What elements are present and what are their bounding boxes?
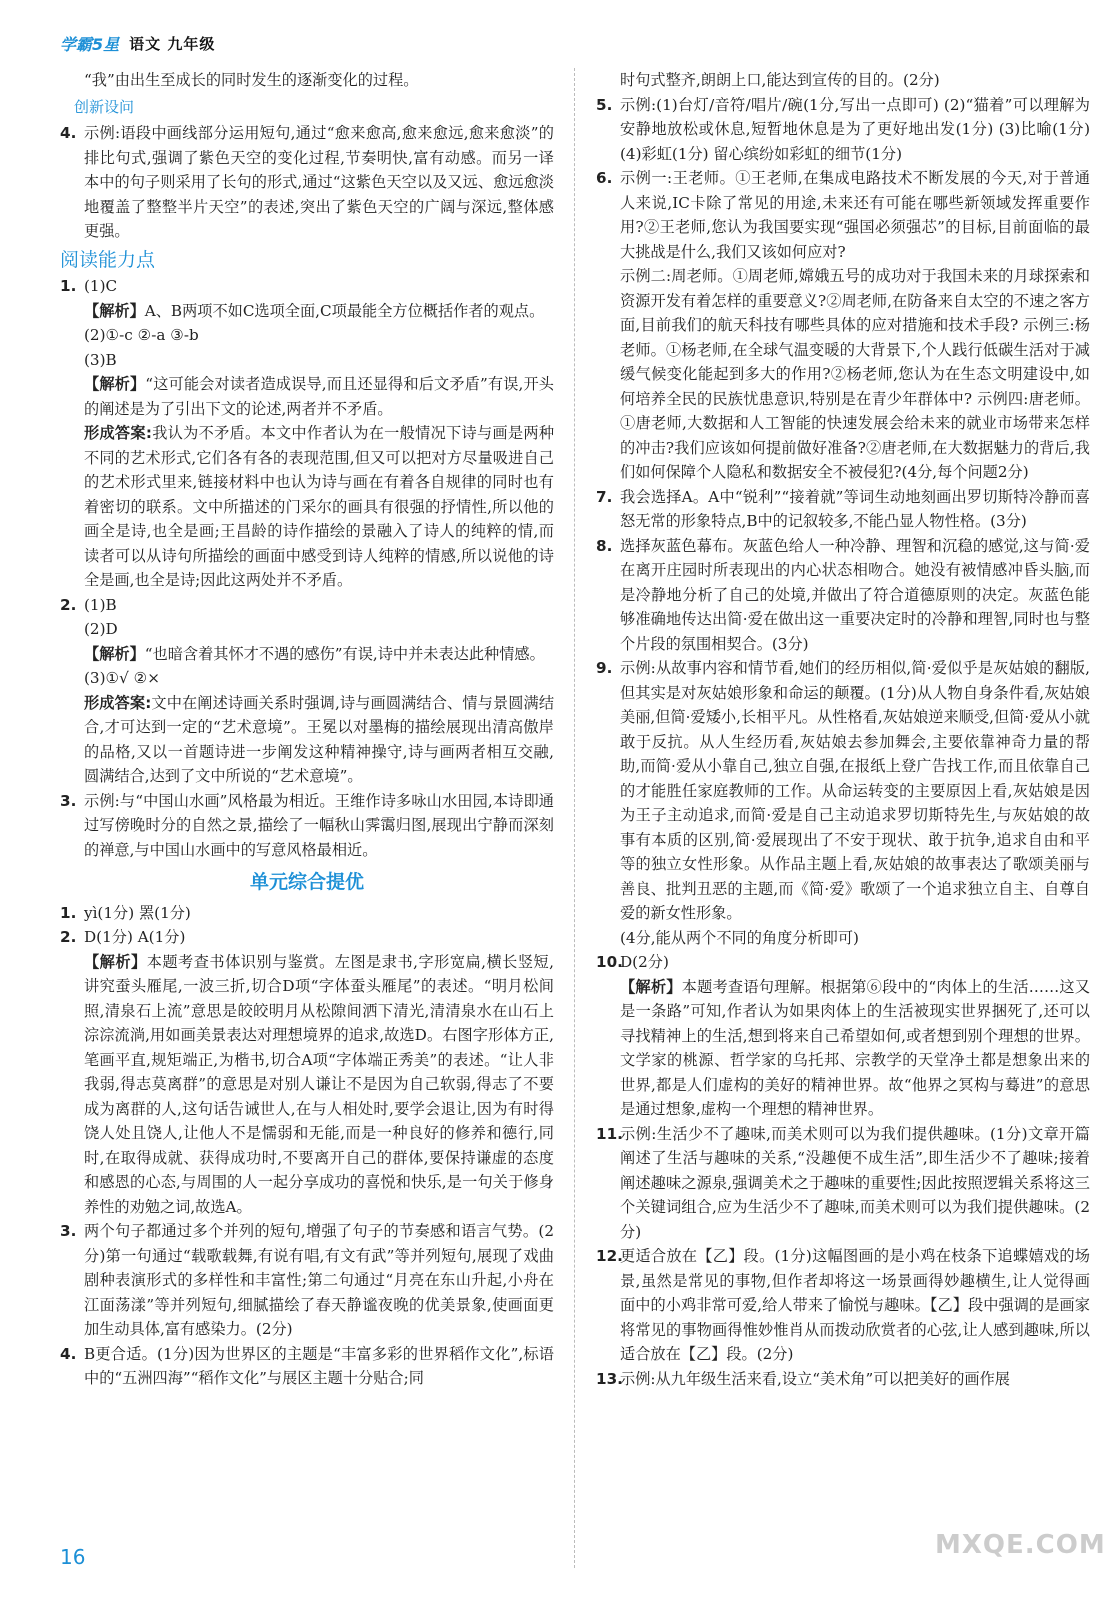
answer-u13: 13. 示例:从九年级生活来看,设立“美术角”可以把美好的画作展 bbox=[596, 1369, 1010, 1388]
answer-u10: 10. D(2分) 【解析】本题考查语句理解。根据第⑥段中的“肉体上的生活……这又是一条路”可知,作者认为如果肉体上的生活被现实世界捆死了,还可以寻找精神上的生活,想到将来自己希望如何,或者想到别个理想的世界。文学家的桃源、哲学家的乌托邦、宗教学的天堂净土都是想象出来的世界,都是人们虚构的美好的精神世界。故“他界之冥构与蓦进”的意思是通过想象,虚构一个理想的精神世界。 bbox=[596, 953, 1091, 1118]
section-unit: 单元综合提优 bbox=[249, 871, 364, 893]
answer-u12: 12. 更适合放在【乙】段。(1分)这幅图画的是小鸡在枝条下追蝶嬉戏的场景,虽然是常见的事物,但作者却将这一场景画得妙趣横生,让人觉得画面中的小鸡非常可爱,给人带来了愉悦与趣味。【乙】段中强调的是画家将常见的事物画得惟妙惟肖从而拨动欣赏者的心弦,让人感到趣味,所以适合放在【乙】段。(2分) bbox=[596, 1247, 1090, 1363]
answer-r2: 2. (1)B (2)D 【解析】“也暗含着其怀才不遇的感伤”有误,诗中并未表达此种情感。 (3)①√ ②× 形成答案:文中在阐述诗画关系时强调,诗与画圆满结合、情与景圆满结合,才可达到一定的“艺术意境”。王冕以对墨梅的描绘展现出清高傲岸的品格,又以一首题诗进一步阐发这种精神操守,诗与画两者相互交融,圆满结合,达到了文中所说的“艺术意境”。 bbox=[60, 595, 555, 785]
answer-u2: 2. D(1分) A(1分) 【解析】本题考查书体识别与鉴赏。左图是隶书,字形宽扁,横长竖短,讲究蚕头雁尾,一波三折,切合D项“字体蚕头雁尾”的表述。“明月松间照,清泉石上流”意思是皎皎明月从松隙间洒下清光,清清泉水在山石上淙淙流淌,用如画美景表达对理想境界的追求,故选D。右图字形体方正,笔画平直,规矩端正,为楷书,切合A项“字体端正秀美”的表述。“让人非我弱,得志莫离群”的意思是对别人谦让不是因为自己软弱,得志了不要成为离群的人,这句话告诫世人,在与人相处时,要学会退让,因为有时得饶人处且饶人,让他人不是懦弱和无能,而是一种良好的修养和德行,同时,在取得成就、获得成功时,不要离开自己的群体,要保持谦虚的态度和感恩的心态,与周围的人一起分享成功的喜悦和快乐,是一句关于修身养性的劝勉之词,故选A。 bbox=[60, 928, 555, 1216]
brand-logo: 学霸5星 bbox=[60, 34, 120, 54]
answer-u6: 6. 示例一:王老师。①王老师,在集成电路技术不断发展的今天,对于普通人来说,IC卡除了常见的用途,未来还有可能在哪些新领域发挥重要作用?②王老师,您认为我国要实现“强国必须强芯”的目标,目前面临的最大挑战是什么,我们又该如何应对? 示例二:周老师。①周老师,嫦娥五号的成功对于我国未来的月球探索和资源开发有着怎样的重要意义?②周老师,在防备来自太空的不速之客方面,目前我们的航天科技有哪些具体的应对措施和技术手段? 示例三:杨老师。①杨老师,在全球气温变暖的大背景下,个人践行低碳生活对于减缓气候变化能起到多大的作用?②杨老师,您认为在生态文明建设中,如何培养全民的民族忧患意识,特别是在青少年群体中? 示例四:唐老师。①唐老师,大数据和人工智能的快速发展会给未来的就业市场带来怎样的冲击?我们应该如何提前做好准备?②唐老师,在大数据魅力的背后,我们如何保障个人隐私和数据安全不被侵犯?(4分,每个问题2分) bbox=[596, 169, 1090, 481]
left-column bbox=[60, 68, 554, 1391]
answer-u4: 4. B更合适。(1分)因为世界区的主题是“丰富多彩的世界稻作文化”,标语中的“五洲四海”“稻作文化”与展区主题十分贴合;同 bbox=[60, 1344, 554, 1387]
page-number: 16 bbox=[60, 1545, 86, 1569]
answer-u9: 9. 示例:从故事内容和情节看,她们的经历相似,简·爱似乎是灰姑娘的翻版,但其实是对灰姑娘形象和命运的颠覆。(1分)从人物自身条件看,灰姑娘美丽,但简·爱矮小,长相平凡。从性格看,灰姑娘逆来顺受,但简·爱从小就敢于反抗。从人生经历看,灰姑娘去参加舞会,主要依靠神奇力量的帮助,而简·爱从小靠自己,独立自强,在报纸上登广告找工作,而且依靠自己的才能胜任家庭教师的工作。从命运转变的主要原因上看,灰姑娘是因为王子主动追求,而简·爱是自己主动追求罗切斯特先生,与灰姑娘的故事有本质的区别,简·爱展现出了不安于现状、敢于抗争,追求自由和平等的独立女性形象。从作品主题上看,灰姑娘的故事表达了歌颂美丽与善良、批判丑恶的主题,而《简·爱》歌颂了一个追求独立自主、自尊自爱的新女性形象。 (4分,能从两个不同的角度分析即可) bbox=[596, 659, 1090, 947]
answer-u11: 11. 示例:生活少不了趣味,而美术则可以为我们提供趣味。(1分)文章开篇阐述了生活与趣味的关系,“没趣便不成生活”,即生活少不了趣味;接着阐述趣味之源泉,强调美术之于趣味的重要性;因此按照逻辑关系将这三个关键词组合,应为生活少不了趣味,而美术则可以为我们提供趣味。(2分) bbox=[596, 1124, 1090, 1241]
answer-u1: 1. yì(1分) 罴(1分) bbox=[60, 903, 191, 922]
section-reading: 阅读能力点 bbox=[60, 248, 156, 271]
column-divider bbox=[574, 68, 575, 1568]
answer-u8: 8. 选择灰蓝色幕布。灰蓝色给人一种冷静、理智和沉稳的感觉,这与简·爱在离开庄园时所表现出的内心状态相吻合。她没有被情感冲昏头脑,而是冷静地分析了自己的处境,并做出了符合道德原则的决定。灰蓝色能够准确地传达出简·爱在做出这一重要决定时的冷静和理智,同时也与整个片段的氛围相契合。(3分) bbox=[596, 536, 1090, 653]
subject-grade: 语文 九年级 bbox=[129, 34, 216, 53]
intro-line: “我”由出生至成长的同时发生的逐渐变化的过程。 bbox=[84, 71, 419, 89]
answer-r1: 1. (1)C 【解析】A、B两项不如C选项全面,C项最能全方位概括作者的观点。 (2)①-c ②-a ③-b (3)B 【解析】“这可能会对读者造成误导,而且还显得和后文矛盾”有误,开头的阐述是为了引出下文的论述,两者并不矛盾。 形成答案:我认为不矛盾。本文中作者认为在一般情况下诗与画是两种不同的艺术形式,它们各有各的表现范围,但又可以把对方尽量吸进自己的艺术形式里来,链接材料中也认为诗与画在有着各自规律的同时也有着密切的联系。文中所描述的门采尔的画具有很强的抒情性,所以他的画全是诗,也全是画;王昌龄的诗作描绘的景融入了诗人的纯粹的情,而读者可以从诗句所描绘的画面中感受到诗人纯粹的情感,所以说他的诗全是画,也全是诗;因此这两处并不矛盾。 bbox=[60, 277, 555, 589]
answer-u5: 5. 示例:(1)台灯/音符/唱片/碗(1分,写出一点即可) (2)“猫着”可以理解为安静地放松或休息,短暂地休息是为了更好地出发(1分) (3)比喻(1分) (4)彩虹(1分) 留心缤纷如彩虹的细节(1分) bbox=[596, 95, 1090, 163]
answer-4: 4. 示例:语段中画线部分运用短句,通过“愈来愈高,愈来愈远,愈来愈淡”的排比句式,强调了紫色天空的变化过程,节奏明快,富有动感。而另一译本中的句子则采用了长句的形式,通过“这紫色天空以及又远、愈远愈淡地覆盖了整整半片天空”的表述,突出了紫色天空的广阔与深远,整体感更强。 bbox=[60, 124, 554, 240]
page-header bbox=[60, 30, 215, 56]
answer-u7: 7. 我会选择A。A中“锐利”“接着就”等词生动地刻画出罗切斯特冷静而喜怒无常的形象特点,B中的记叙较多,不能凸显人物性格。(3分) bbox=[596, 487, 1090, 530]
right-column bbox=[596, 68, 1090, 1391]
continued-line: 时句式整齐,朗朗上口,能达到宣传的目的。(2分) bbox=[620, 71, 940, 89]
answer-r3: 3. 示例:与“中国山水画”风格最为相近。王维作诗多咏山水田园,本诗即通过写傍晚时分的自然之景,描绘了一幅秋山霁霭归图,展现出宁静而深刻的禅意,与中国山水画中的写意风格最相近。 bbox=[60, 791, 554, 859]
section-innovation: 创新设问 bbox=[74, 97, 135, 116]
answer-u3: 3. 两个句子都通过多个并列的短句,增强了句子的节奏感和语言气势。(2分)第一句通过“载歌载舞,有说有唱,有文有武”等并列短句,展现了戏曲剧种表演形式的多样性和丰富性;第二句通过“月亮在东山升起,小舟在江面荡漾”等并列短句,细腻描绘了春天静谧夜晚的优美景象,使画面更加生动具体,富有感染力。(2分) bbox=[60, 1222, 554, 1338]
watermark: MXQE.COM bbox=[935, 1530, 1106, 1560]
